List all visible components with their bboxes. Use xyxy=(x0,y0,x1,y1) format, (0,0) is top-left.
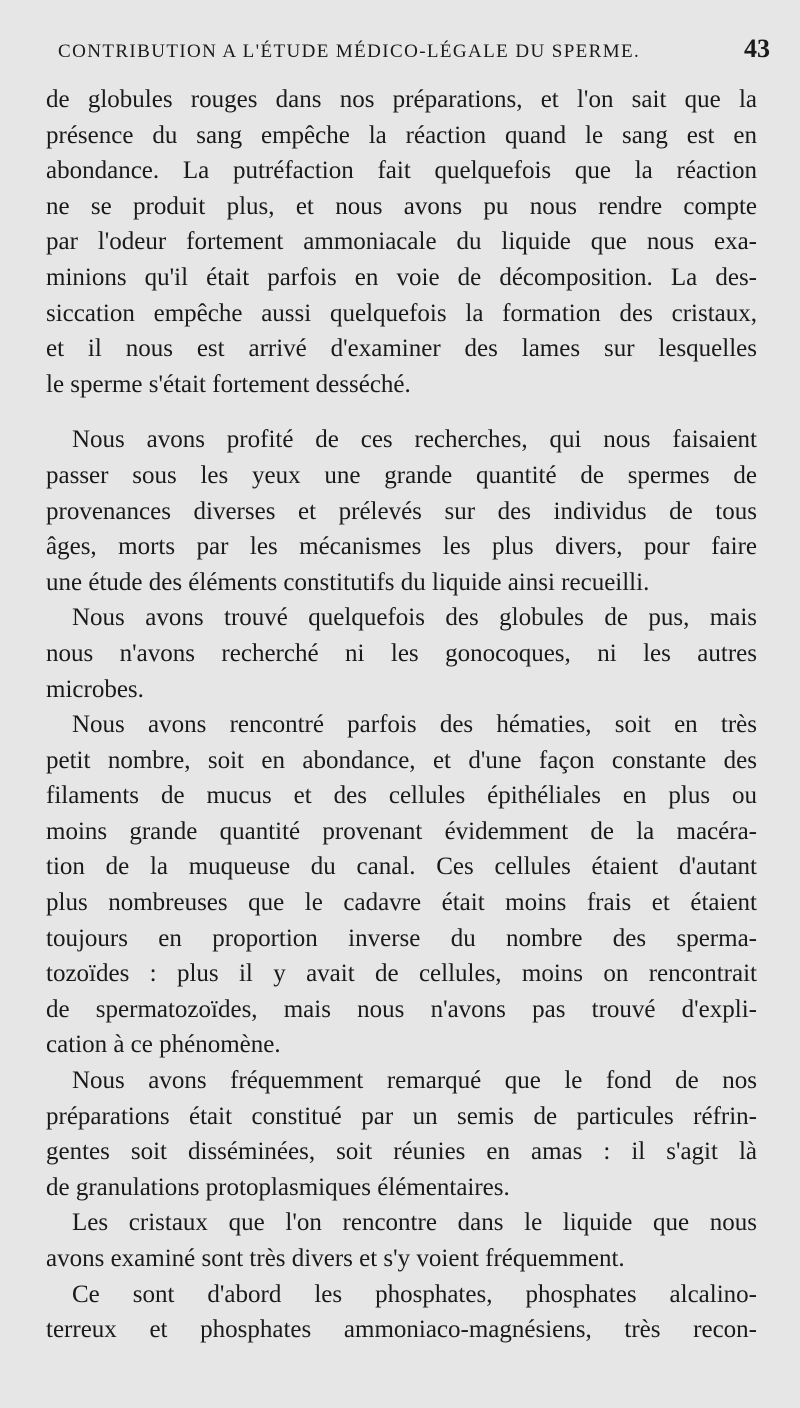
text-line: avons examiné sont très divers et s'y voient fréquemment. xyxy=(46,1245,625,1272)
text-line: âges, morts par les mécanismes les plus divers, pour faire xyxy=(46,533,757,561)
text-line: Nous avons fréquemment remarqué que le fond de nos xyxy=(72,1067,757,1095)
body-text xyxy=(46,82,757,1348)
text-line: minions qu'il était parfois en voie de décomposition. La des- xyxy=(46,263,757,291)
paragraph xyxy=(46,422,757,600)
paragraph xyxy=(46,707,757,1063)
text-line: nous n'avons recherché ni les gonocoques, ni les autres xyxy=(46,639,757,667)
text-line: ne se produit plus, et nous avons pu nous rendre compte xyxy=(46,192,757,220)
text-line: tion de la muqueuse du canal. Ces cellules étaient d'autant xyxy=(46,853,757,881)
text-line: terreux et phosphates ammoniaco-magnésiens, très recon- xyxy=(46,1316,757,1344)
text-line: toujours en proportion inverse du nombre des sperma- xyxy=(46,924,757,952)
paragraph xyxy=(46,82,757,402)
text-line: Nous avons profité de ces recherches, qui nous faisaient xyxy=(72,426,757,454)
paragraph xyxy=(46,1277,757,1348)
text-line: passer sous les yeux une grande quantité de spermes de xyxy=(46,461,757,489)
text-line: tozoïdes : plus il y avait de cellules, moins on rencontrait xyxy=(46,960,757,988)
text-line: de globules rouges dans nos préparations, et l'on sait que la xyxy=(46,86,757,113)
text-line: une étude des éléments constitutifs du liquide ainsi recueilli. xyxy=(46,568,650,596)
text-line: cation à ce phénomène. xyxy=(46,1031,281,1059)
text-line: Nous avons trouvé quelquefois des globules de pus, mais xyxy=(72,604,757,632)
running-title: CONTRIBUTION A L'ÉTUDE MÉDICO-LÉGALE DU SPERME. xyxy=(58,41,641,62)
text-line: plus nombreuses que le cadavre était moins frais et étaient xyxy=(46,889,757,917)
paragraph xyxy=(46,1205,757,1276)
text-line: moins grande quantité provenant évidemment de la macéra- xyxy=(46,817,757,845)
text-line: de granulations protoplasmiques élémentaires. xyxy=(46,1173,510,1201)
text-line: Nous avons rencontré parfois des hématies, soit en très xyxy=(72,711,757,739)
text-line: le sperme s'était fortement desséché. xyxy=(46,370,411,398)
text-line: abondance. La putréfaction fait quelquefois que la réaction xyxy=(46,157,757,185)
text-line: et il nous est arrivé d'examiner des lames sur lesquelles xyxy=(46,335,757,363)
page-number: 43 xyxy=(744,34,770,63)
text-line: siccation empêche aussi quelquefois la formation des cristaux, xyxy=(46,299,757,327)
text-line: gentes soit disséminées, soit réunies en amas : il s'agit là xyxy=(46,1138,757,1166)
text-line: petit nombre, soit en abondance, et d'une façon constante des xyxy=(46,746,757,774)
text-line: provenances diverses et prélevés sur des individus de tous xyxy=(46,497,757,525)
text-line: Ce sont d'abord les phosphates, phosphates alcalino- xyxy=(72,1280,757,1308)
text-line: préparations était constitué par un semis de particules réfrin- xyxy=(46,1102,757,1130)
paragraph xyxy=(46,1063,757,1205)
text-line: microbes. xyxy=(46,675,144,703)
text-line: de spermatozoïdes, mais nous n'avons pas trouvé d'expli- xyxy=(46,995,757,1023)
text-line: Les cristaux que l'on rencontre dans le liquide que nous xyxy=(72,1209,757,1237)
paragraph xyxy=(46,600,757,707)
text-line: par l'odeur fortement ammoniacale du liquide que nous exa- xyxy=(46,228,757,256)
text-line: filaments de mucus et des cellules épithéliales en plus ou xyxy=(46,782,757,810)
running-head xyxy=(58,34,770,68)
text-line: présence du sang empêche la réaction quand le sang est en xyxy=(46,121,757,149)
